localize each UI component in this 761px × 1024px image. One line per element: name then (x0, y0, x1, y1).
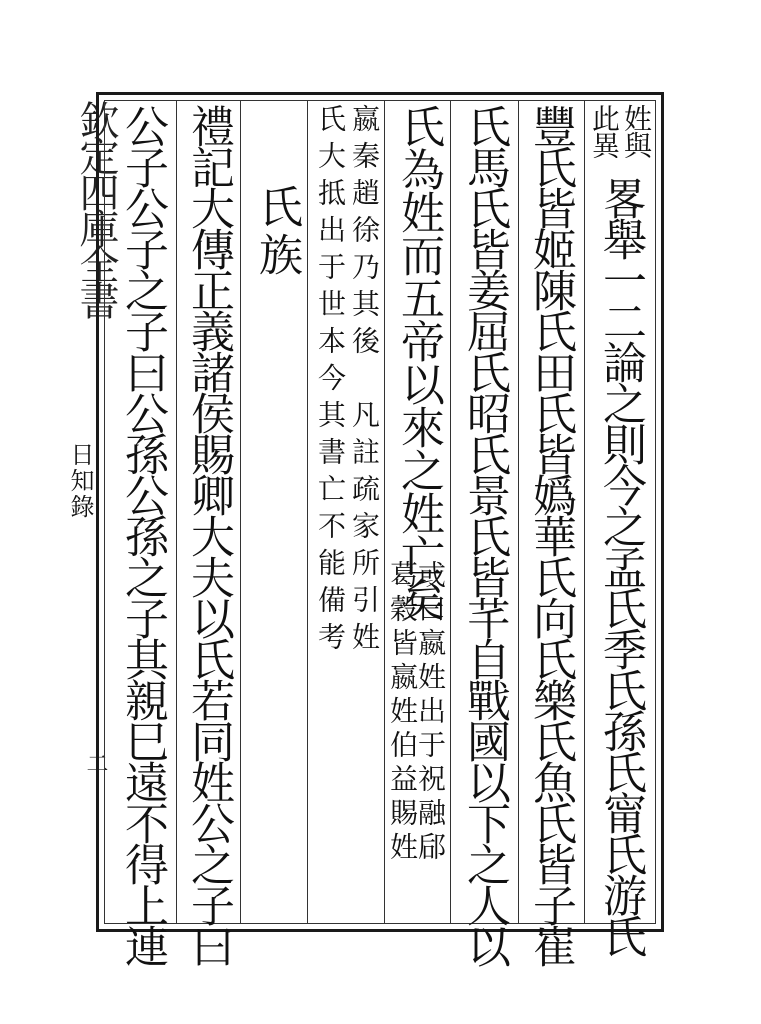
column-rule (518, 100, 519, 924)
column-8-text: 公子公子之子曰公孫公孫之子其親巳遠不得上連 (117, 104, 168, 965)
column-7-text: 禮記大傳正義諸侯賜卿大夫以氏若同姓公之子曰 (183, 104, 234, 965)
column-rule (176, 100, 177, 924)
column-4-note-right: 或曰嬴姓出于祝融郈 (414, 560, 447, 866)
column-2-text: 豐氏皆姬陳氏田氏皆嬀華氏向氏樂氏魚氏皆子崔 (525, 104, 576, 965)
book-title: 日知錄 (66, 442, 94, 520)
column-1-note-left: 此異 (588, 104, 621, 158)
page-number: 二 (83, 752, 108, 774)
column-rule (584, 100, 585, 924)
column-4-note-left: 葛穀皆嬴姓伯益賜姓 (386, 560, 419, 866)
column-5-note-right: 嬴秦趙徐乃其後 凡註疏家所引姓 (348, 104, 381, 659)
series-title: 欽定四庫全書 (73, 100, 119, 316)
column-4-text: 氏為姓而五帝以來之姓亡矣 (393, 104, 444, 620)
column-rule (240, 100, 241, 924)
column-5-note-left: 氏大抵出于世本今其書亡不能備考 (314, 104, 347, 659)
column-rule (450, 100, 451, 924)
column-rule (384, 100, 385, 924)
section-heading: 氏族 (251, 184, 302, 280)
column-1-note-right: 姓與 (620, 104, 653, 158)
column-3-text: 氏馬氏皆姜屈氏昭氏景氏皆芊自戰國以下之人以 (459, 104, 510, 965)
column-1-text: 畧舉一二論之則今之孟氏季氏孫氏甯氏游氏 (595, 176, 646, 955)
column-rule (307, 100, 308, 924)
